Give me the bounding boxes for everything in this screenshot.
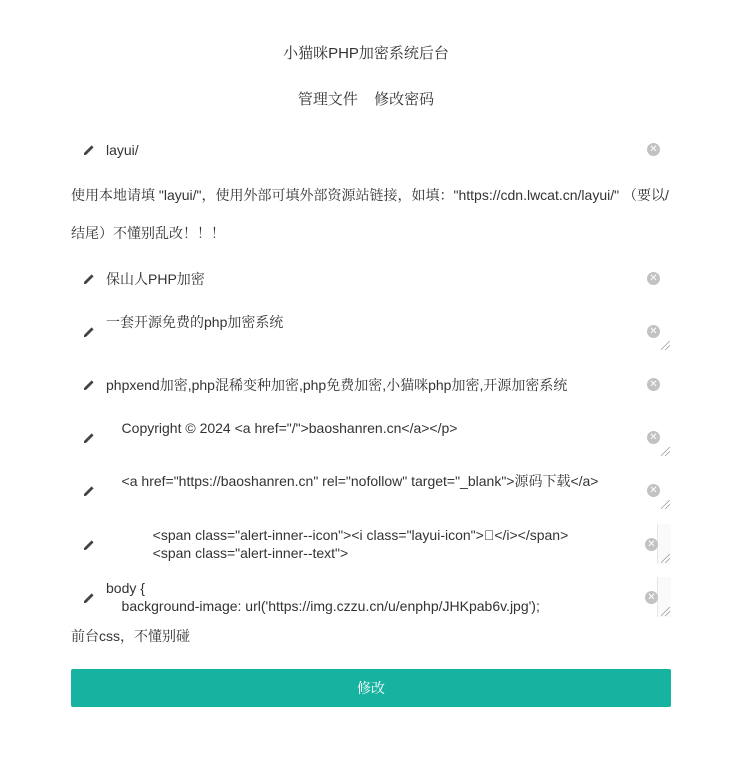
pencil-icon [83,432,95,444]
keywords-input[interactable]: phpxend加密,php混稀变种加密,php免费加密,小猫咪php加密,开源加密系统 [106,377,568,393]
clear-icon[interactable]: ✕ [647,378,660,391]
layui-hint: 使用本地请填 "layui/"，使用外部可填外部资源站链接，如填："https://cdn.lwcat.cn/layui/" （要以/结尾）不懂别乱改！！！ [71,187,669,241]
submit-button[interactable]: 修改 [71,669,671,707]
pencil-icon [83,273,95,285]
css-hint: 前台css，不懂别碰 [71,628,190,644]
resize-handle[interactable] [661,554,670,563]
download-link-field[interactable] [71,470,671,510]
description-textarea[interactable]: 一套开源免费的php加密系统 [106,314,284,330]
alert-html-textarea[interactable]: <span class="alert-inner--icon"><i class="layui-icon"> </i></span> <span class="alert-inner--text"> [152,527,562,561]
pencil-icon [83,485,95,497]
alert-html-field[interactable] [71,524,671,564]
layui-path-input[interactable]: layui/ [106,142,139,158]
keywords-field[interactable] [71,375,671,395]
layui-path-field[interactable] [71,140,671,160]
clear-icon[interactable]: ✕ [647,431,660,444]
description-field[interactable] [71,311,671,351]
nav-change-password[interactable]: 修改密码 [374,91,435,108]
pencil-icon [83,379,95,391]
resize-handle[interactable] [661,447,670,456]
resize-handle[interactable] [661,607,670,616]
copyright-field[interactable] [71,417,671,457]
clear-icon[interactable]: ✕ [645,538,658,551]
site-name-input[interactable]: 保山人PHP加密 [106,271,205,287]
download-link-textarea[interactable]: <a href="https://baoshanren.cn" rel="nofollow" target="_blank">源码下载</a> [106,473,599,489]
clear-icon[interactable]: ✕ [647,143,660,156]
copyright-textarea[interactable]: Copyright © 2024 <a href="/">baoshanren.cn</a></p> [106,420,458,436]
pencil-icon [83,144,95,156]
nav-manage-files[interactable]: 管理文件 [297,91,358,108]
css-field[interactable] [71,577,671,617]
pencil-icon [83,326,95,338]
clear-icon[interactable]: ✕ [645,591,658,604]
pencil-icon [83,539,95,551]
site-name-field[interactable] [71,269,671,289]
resize-handle[interactable] [661,500,670,509]
css-textarea[interactable]: body { background-image: url('https://img.czzu.cn/u/enphp/JHKpab6v.jpg'); [106,580,540,614]
clear-icon[interactable]: ✕ [647,272,660,285]
top-nav [0,88,732,109]
page-title: 小猫咪PHP加密系统后台 [283,45,449,62]
clear-icon[interactable]: ✕ [647,325,660,338]
clear-icon[interactable]: ✕ [647,484,660,497]
pencil-icon [83,592,95,604]
resize-handle[interactable] [661,341,670,350]
